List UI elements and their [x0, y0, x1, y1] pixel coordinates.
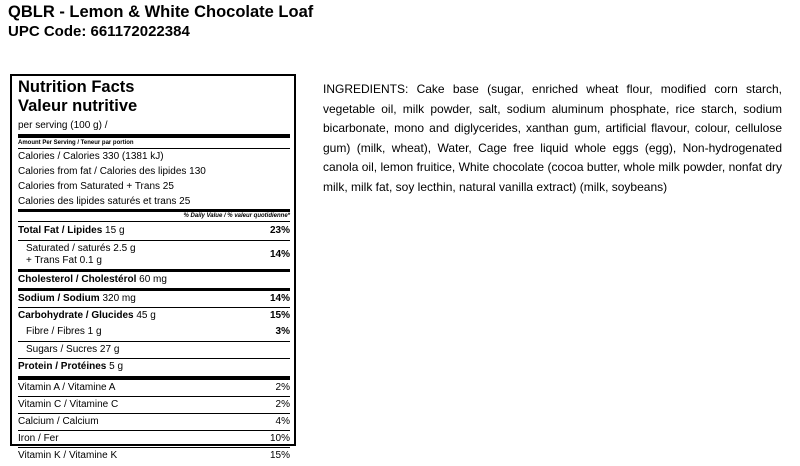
amount-per-serving: Amount Per Serving / Teneur par portion	[18, 140, 134, 146]
vitamin-label: Calcium / Calcium	[18, 416, 99, 427]
nutrient-row-sugars	[18, 342, 290, 358]
calories-line: Calories / Calories 330 (1381 kJ)	[18, 151, 164, 162]
nutrient-label: + Trans Fat 0.1 g	[26, 255, 102, 266]
nutrient-label: Cholesterol / Cholestérol	[18, 274, 137, 285]
nutrient-dv: 14%	[269, 293, 290, 304]
vitamin-dv: 10%	[269, 433, 290, 444]
calories-sat-trans-line: Calories from Saturated + Trans 25	[18, 181, 174, 192]
vitamin-dv: 2%	[275, 382, 290, 393]
vitamin-row	[18, 397, 290, 413]
nutrient-label: Sodium / Sodium	[18, 293, 100, 304]
nutrient-row-carbohydrate	[18, 308, 290, 323]
nutrient-label: Carbohydrate / Glucides	[18, 309, 134, 321]
nutrient-row-sodium	[18, 291, 290, 307]
nutrition-facts-panel	[10, 74, 296, 461]
nutrition-title-en: Nutrition Facts	[18, 78, 135, 96]
vitamin-label: Vitamin A / Vitamine A	[18, 382, 116, 393]
nutrient-label: Total Fat / Lipides	[18, 225, 103, 236]
calories-sat-trans-fr-line: Calories des lipides saturés et trans 25	[18, 196, 191, 207]
nutrient-dv: 15%	[269, 309, 290, 321]
daily-value-header: % Daily Value / % valeur quotidienne*	[183, 213, 290, 219]
nutrient-label: Saturated / saturés 2.5 g	[26, 243, 136, 254]
nutrient-amount: 45 g	[136, 309, 156, 321]
product-title: QBLR - Lemon & White Chocolate Loaf	[8, 3, 314, 21]
serving-size: per serving (100 g) /	[18, 120, 108, 131]
upc-code: UPC Code: 661172022384	[8, 23, 190, 40]
ingredients-text: INGREDIENTS: Cake base (sugar, enriched wheat flour, modified corn starch, vegetable oil, milk powder, salt, sodium aluminum phosphate, rice starch, sodium bicarbonate, mono and diglycerides, xanthan gum, artificial flavour, colour, cellulose gum) (milk, wheat), Water, Cage free liquid whole eggs (egg), Non-hydrogenated canola oil, lemon fruitice, White chocolate (cocoa butter, whole milk powder, nonfat dry milk, milk fat, soy lecthin, natural vanilla extract) (milk, soybeans)	[323, 82, 782, 194]
nutrient-amount: 60 mg	[139, 274, 167, 285]
vitamin-row	[18, 380, 290, 396]
vitamin-label: Vitamin K / Vitamine K	[18, 450, 118, 461]
product-header	[8, 3, 313, 41]
vitamin-row	[18, 448, 290, 464]
nutrition-title-fr: Valeur nutritive	[18, 97, 138, 115]
vitamin-label: Vitamin C / Vitamine C	[18, 399, 119, 410]
nutrient-dv: 3%	[275, 326, 290, 337]
nutrient-amount: 5 g	[109, 360, 124, 372]
vitamin-row	[18, 431, 290, 447]
nutrient-row-saturated	[18, 241, 290, 269]
nutrient-row-fibre	[18, 323, 290, 341]
nutrient-label: Protein / Protéines	[18, 360, 107, 372]
nutrient-row-protein	[18, 359, 290, 374]
nutrient-dv: 14%	[269, 249, 290, 260]
vitamin-dv: 2%	[275, 399, 290, 410]
calories-fat-line: Calories from fat / Calories des lipides 130	[18, 166, 206, 177]
nutrient-label: Sugars / Sucres 27 g	[26, 344, 120, 355]
nutrient-amount: 320 mg	[102, 293, 136, 304]
nutrient-label: Fibre / Fibres 1 g	[26, 326, 102, 337]
vitamin-dv: 4%	[275, 416, 290, 427]
vitamin-label: Iron / Fer	[18, 433, 59, 444]
nutrient-dv: 23%	[269, 225, 290, 236]
vitamin-dv: 15%	[269, 450, 290, 461]
nutrient-row-cholesterol	[18, 272, 290, 288]
nutrient-amount: 15 g	[105, 225, 125, 236]
nutrient-row-total-fat	[18, 222, 290, 240]
vitamin-row	[18, 414, 290, 430]
